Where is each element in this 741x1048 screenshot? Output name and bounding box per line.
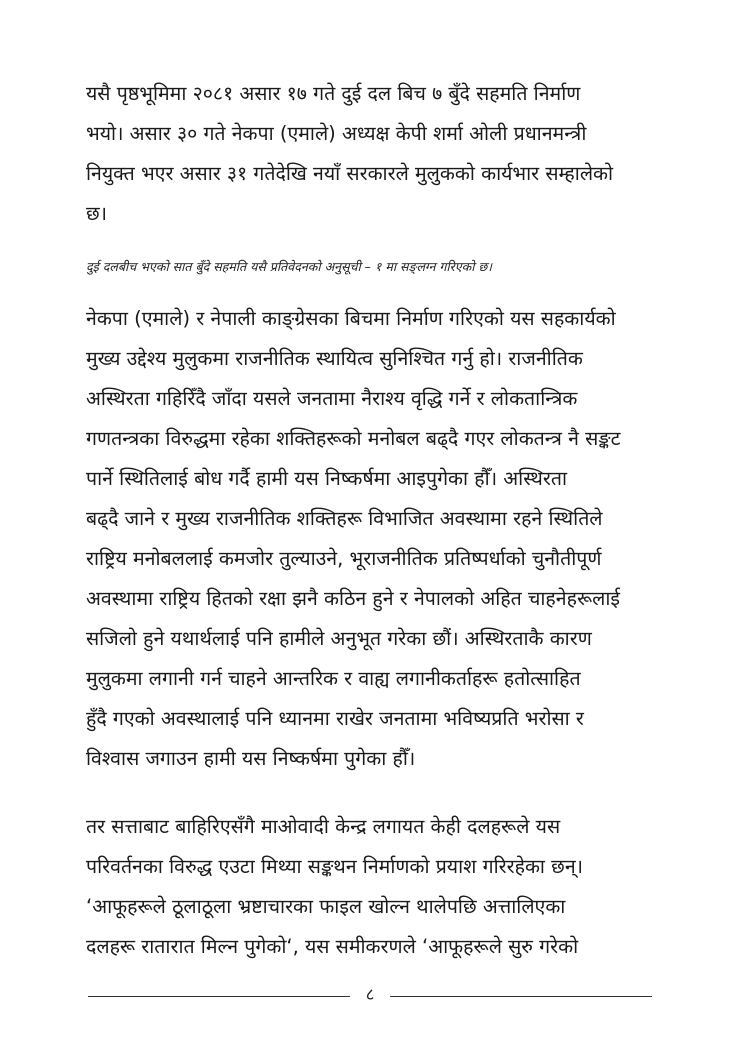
text-line: दलहरू रातारात मिल्न पुगेको‘, यस समीकरणले ‘आफूहरूले सुरु गरेको [86,935,579,958]
paragraph-2 [86,299,656,779]
footer-rule-left [88,996,350,997]
text-line: भयो। असार ३० गते नेकपा (एमाले) अध्यक्ष केपी शर्मा ओली प्रधानमन्त्री [86,122,587,145]
text-line: हुँदै गएको अवस्थालाई पनि ध्यानमा राखेर जनतामा भविष्यप्रति भरोसा र [86,707,584,730]
text-line: सजिलो हुने यथार्थलाई पनि हामीले अनुभूत गरेका छौं। अस्थिरताकै कारण [86,627,592,650]
text-line: तर सत्ताबाट बाहिरिएसँगै माओवादी केन्द्र लगायत केही दलहरूले यस [86,815,561,838]
text-line: परिवर्तनका विरुद्ध एउटा मिथ्या सङ्कथन निर्माणको प्रयाश गरिरहेका छन्। [86,855,584,878]
text-line: छ। [86,202,108,225]
text-line: बढ्दै जाने र मुख्य राजनीतिक शक्तिहरू विभाजित अवस्थामा रहने स्थितिले [86,507,603,530]
text-line: ‘आफूहरूले ठूलाठूला भ्रष्टाचारका फाइल खोल्न थालेपछि अत्तालिएका [86,895,566,918]
text-line: राष्ट्रिय मनोबललाई कमजोर तुल्याउने, भूराजनीतिक प्रतिष्पर्धाको चुनौतीपूर्ण [86,547,602,570]
text-line: गणतन्त्रका विरुद्धमा रहेका शक्तिहरूको मनोबल बढ्दै गएर लोकतन्त्र नै सङ्कट [86,427,621,450]
paragraph-3 [86,807,656,967]
annex-note: दुई दलबीच भएको सात बुँदे सहमति यसै प्रतिवेदनको अनुसूची – १ मा सङ्लग्न गरिएको छ। [86,259,492,274]
text-line: मुलुकमा लगानी गर्न चाहने आन्तरिक र वाह्य लगानीकर्ताहरू हतोत्साहित [86,667,581,690]
footer-rule-right [390,996,652,997]
text-line: नेकपा (एमाले) र नेपाली काङ्ग्रेसका बिचमा निर्माण गरिएको यस सहकार्यको [86,307,616,330]
page-number: ८ [365,985,375,1005]
text-line: विश्वास जगाउन हामी यस निष्कर्षमा पुगेका हौँ। [86,747,416,770]
text-line: मुख्य उद्देश्य मुलुकमा राजनीतिक स्थायित्व सुनिश्चित गर्नु हो। राजनीतिक [86,347,583,370]
paragraph-1 [86,74,656,234]
text-line: अवस्थामा राष्ट्रिय हितको रक्षा झनै कठिन हुने र नेपालको अहित चाहनेहरूलाई [86,587,620,610]
text-line: यसै पृष्ठभूमिमा २०८१ असार १७ गते दुई दल बिच ७ बुँदे सहमति निर्माण [86,82,581,105]
text-line: नियुक्त भएर असार ३१ गतेदेखि नयाँ सरकारले मुलुकको कार्यभार सम्हालेको [86,162,614,185]
text-line: अस्थिरता गहिरिँदै जाँदा यसले जनतामा नैराश्य वृद्धि गर्ने र लोकतान्त्रिक [86,387,578,410]
text-line: पार्ने स्थितिलाई बोध गर्दै हामी यस निष्कर्षमा आइपुगेका हौँ। अस्थिरता [86,467,568,490]
